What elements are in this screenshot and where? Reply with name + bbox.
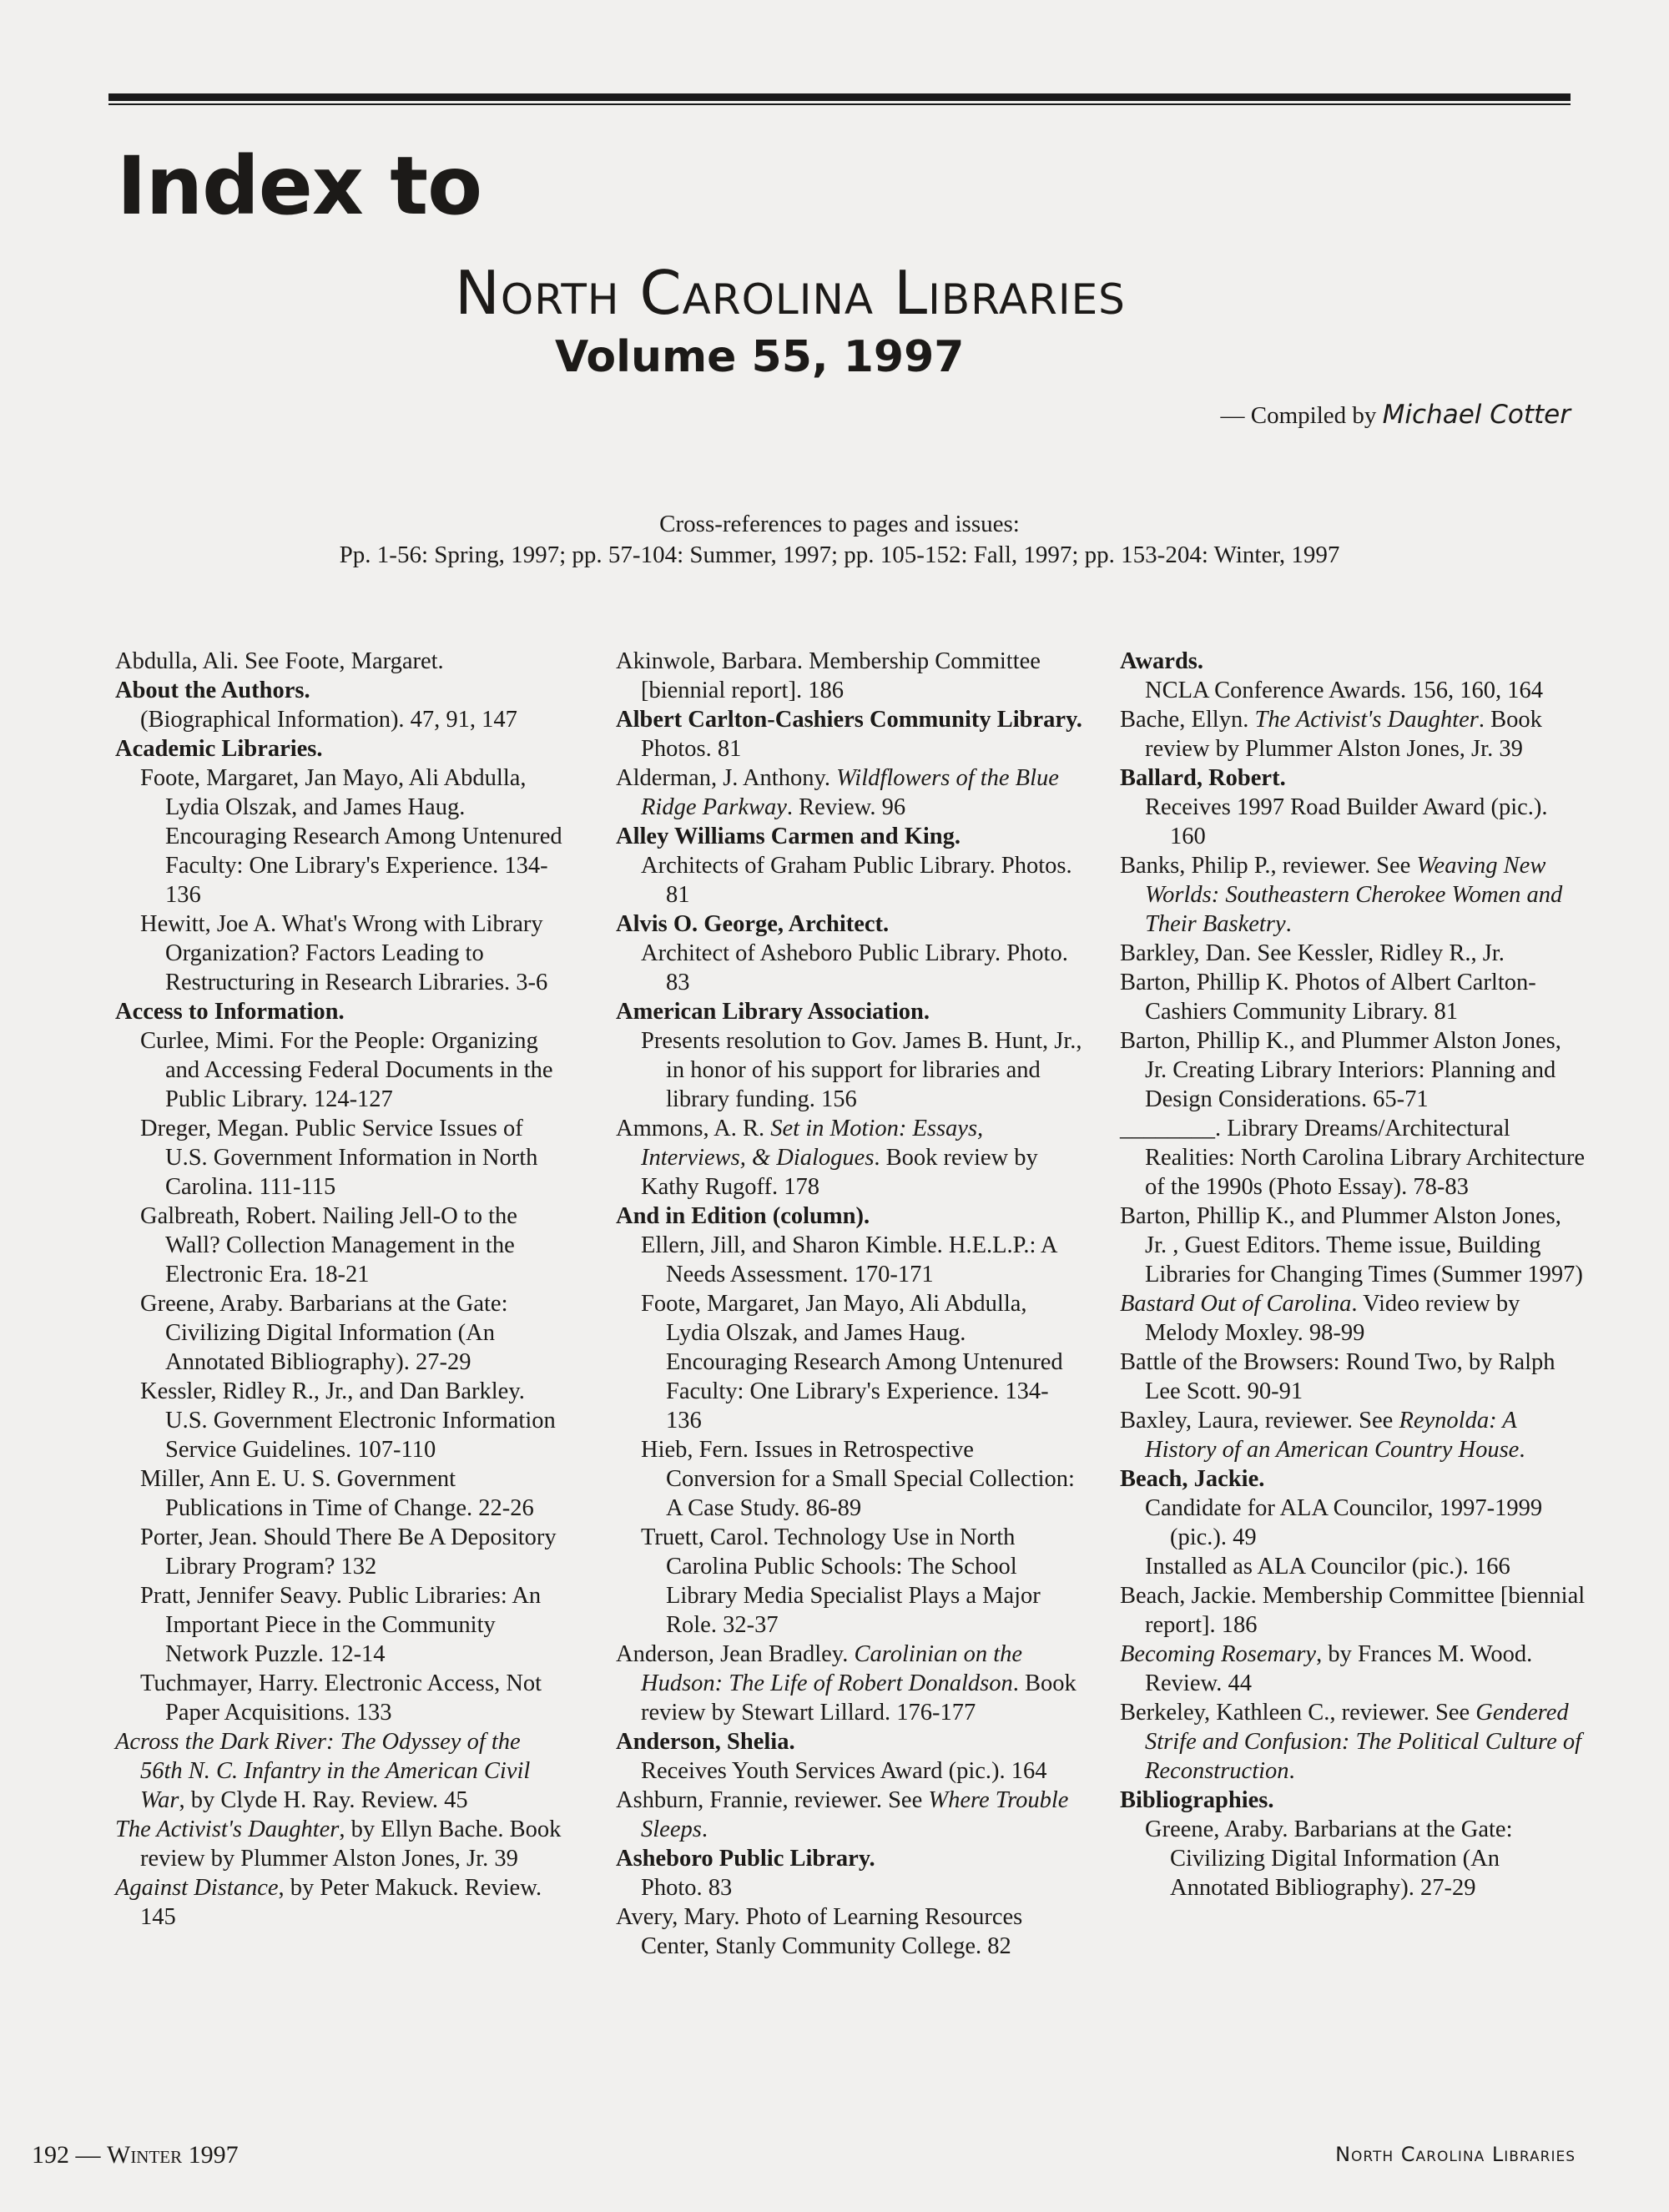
index-heading-entry: Alvis O. George, Architect. xyxy=(616,911,890,937)
index-subentry: Architect of Asheboro Public Library. Photo. 83 xyxy=(641,940,1068,995)
index-entry: Anderson, Jean Bradley. Carolinian on the Hudson: The Life of Robert Donaldson. Book review by Stewart Lillard. 176-177 xyxy=(616,1641,1077,1726)
index-entry: The Activist's Daughter, by Ellyn Bache. Book review by Plummer Alston Jones, Jr. 39 xyxy=(115,1816,562,1872)
index-subentry: Curlee, Mimi. For the People: Organizing and Accessing Federal Documents in the Public Library. 124-127 xyxy=(140,1028,553,1112)
index-subentry: Greene, Araby. Barbarians at the Gate: Civilizing Digital Information (An Annotated Bibliography). 27-29 xyxy=(1145,1816,1513,1901)
title-italic: The Activist's Daughter xyxy=(1254,707,1479,733)
index-subentry: Photos. 81 xyxy=(641,736,742,762)
index-subentry: Porter, Jean. Should There Be A Depository Library Program? 132 xyxy=(140,1524,557,1580)
page-number: 192 — xyxy=(32,2141,101,2169)
index-heading-entry: Bibliographies. xyxy=(1120,1787,1274,1813)
index-entry: Barton, Phillip K. Photos of Albert Carlton-Cashiers Community Library. 81 xyxy=(1120,970,1536,1025)
index-entry: Barkley, Dan. See Kessler, Ridley R., Jr. xyxy=(1120,940,1505,966)
index-heading-entry: Albert Carlton-Cashiers Community Library. xyxy=(616,707,1082,733)
compiler-name: Michael Cotter xyxy=(1382,400,1571,430)
footer-journal: North Carolina Libraries xyxy=(1335,2143,1576,2166)
footer-page xyxy=(32,2143,239,2168)
index-heading: Index to xyxy=(117,139,482,233)
xref-pages: Pp. 1-56: Spring, 1997; pp. 57-104: Summer, 1997; pp. 105-152: Fall, 1997; pp. 153-204: Winter, 1997 xyxy=(339,542,1340,568)
index-entry: ________. Library Dreams/Architectural Realities: North Carolina Library Architecture of the 1990s (Photo Essay). 78-83 xyxy=(1120,1116,1586,1200)
index-subentry: Kessler, Ridley R., Jr., and Dan Barkley. U.S. Government Electronic Information Service Guidelines. 107-110 xyxy=(140,1378,556,1463)
journal-title: North Carolina Libraries xyxy=(455,258,1126,328)
index-entry: Across the Dark River: The Odyssey of the 56th N. C. Infantry in the American Civil War, by Clyde H. Ray. Review. 45 xyxy=(115,1729,531,1813)
index-entry: Akinwole, Barbara. Membership Committee [biennial report]. 186 xyxy=(616,648,1041,703)
volume-title: Volume 55, 1997 xyxy=(555,332,965,382)
index-subentry: Hewitt, Joe A. What's Wrong with Library Organization? Factors Leading to Restructuring in Research Libraries. 3-6 xyxy=(140,911,548,995)
index-heading-entry: Asheboro Public Library. xyxy=(616,1846,875,1872)
index-heading-entry: Alley Williams Carmen and King. xyxy=(616,824,961,849)
index-entry: Bache, Ellyn. The Activist's Daughter. Book review by Plummer Alston Jones, Jr. 39 xyxy=(1120,707,1542,762)
title-italic: Against Distance xyxy=(115,1875,279,1901)
top-rule-thin xyxy=(108,103,1571,105)
issue-label: Winter 1997 xyxy=(107,2141,239,2169)
index-subentry: Installed as ALA Councilor (pic.). 166 xyxy=(1145,1554,1510,1580)
index-subentry: Pratt, Jennifer Seavy. Public Libraries: An Important Piece in the Community Network Puzzle. 12-14 xyxy=(140,1583,542,1667)
title-italic: Set in Motion: Essays, Interviews, & Dialogues xyxy=(641,1116,984,1171)
index-entry: Berkeley, Kathleen C., reviewer. See Gendered Strife and Confusion: The Political Culture of Reconstruction. xyxy=(1120,1700,1582,1784)
cross-references xyxy=(108,509,1571,571)
title-italic: Carolinian on the Hudson: The Life of Robert Donaldson xyxy=(641,1641,1023,1696)
index-subentry: Dreger, Megan. Public Service Issues of U.S. Government Information in North Carolina. 111-115 xyxy=(140,1116,538,1200)
title-italic: Bastard Out of Carolina xyxy=(1120,1291,1352,1317)
index-column-1 xyxy=(115,647,566,1932)
index-entry: Against Distance, by Peter Makuck. Review. 145 xyxy=(115,1875,542,1930)
index-subentry: Receives 1997 Road Builder Award (pic.). 160 xyxy=(1145,794,1548,849)
index-column-2 xyxy=(616,647,1083,1961)
index-subentry: Presents resolution to Gov. James B. Hunt, Jr., in honor of his support for libraries and library funding. 156 xyxy=(641,1028,1082,1112)
index-heading-entry: Awards. xyxy=(1120,648,1204,674)
index-entry: Banks, Philip P., reviewer. See Weaving New Worlds: Southeastern Cherokee Women and Their Basketry. xyxy=(1120,853,1563,937)
index-heading-entry: And in Edition (column). xyxy=(616,1203,870,1229)
index-column-3 xyxy=(1120,647,1587,1902)
compiled-by xyxy=(1221,402,1571,428)
index-subentry: Receives Youth Services Award (pic.). 164 xyxy=(641,1758,1047,1784)
index-subentry: (Biographical Information). 47, 91, 147 xyxy=(140,707,517,733)
index-subentry: Hieb, Fern. Issues in Retrospective Conversion for a Small Special Collection: A Case Study. 86-89 xyxy=(641,1437,1075,1521)
index-entry: Ammons, A. R. Set in Motion: Essays, Interviews, & Dialogues. Book review by Kathy Rugoff. 178 xyxy=(616,1116,1038,1200)
index-entry: Becoming Rosemary, by Frances M. Wood. Review. 44 xyxy=(1120,1641,1533,1696)
index-entry: Ashburn, Frannie, reviewer. See Where Trouble Sleeps. xyxy=(616,1787,1069,1842)
title-italic: Reynolda: A History of an American Country House xyxy=(1145,1408,1520,1463)
index-entry: Avery, Mary. Photo of Learning Resources Center, Stanly Community College. 82 xyxy=(616,1904,1023,1959)
index-subentry: Miller, Ann E. U. S. Government Publications in Time of Change. 22-26 xyxy=(140,1466,534,1521)
compiled-prefix: — Compiled by xyxy=(1220,402,1377,429)
index-entry: Bastard Out of Carolina. Video review by Melody Moxley. 98-99 xyxy=(1120,1291,1520,1346)
index-subentry: Candidate for ALA Councilor, 1997-1999 (pic.). 49 xyxy=(1145,1495,1543,1550)
index-heading-entry: Beach, Jackie. xyxy=(1120,1466,1265,1492)
index-entry: Barton, Phillip K., and Plummer Alston Jones, Jr. Creating Library Interiors: Planning and Design Considerations. 65-71 xyxy=(1120,1028,1561,1112)
index-entry: Barton, Phillip K., and Plummer Alston Jones, Jr. , Guest Editors. Theme issue, Building Libraries for Changing Times (Summer 1997) xyxy=(1120,1203,1583,1287)
index-subentry: NCLA Conference Awards. 156, 160, 164 xyxy=(1145,678,1544,703)
top-rule xyxy=(108,93,1571,101)
index-entry: Baxley, Laura, reviewer. See Reynolda: A History of an American Country House. xyxy=(1120,1408,1525,1463)
index-heading-entry: About the Authors. xyxy=(115,678,310,703)
index-subentry: Architects of Graham Public Library. Photos. 81 xyxy=(641,853,1072,908)
index-heading-entry: Academic Libraries. xyxy=(115,736,323,762)
title-italic: The Activist's Daughter xyxy=(115,1816,340,1842)
index-subentry: Foote, Margaret, Jan Mayo, Ali Abdulla, Lydia Olszak, and James Haug. Encouraging Research Among Untenured Faculty: One Library's Experience. 134-136 xyxy=(641,1291,1063,1434)
index-subentry: Foote, Margaret, Jan Mayo, Ali Abdulla, Lydia Olszak, and James Haug. Encouraging Research Among Untenured Faculty: One Library's Experience. 134-136 xyxy=(140,765,562,908)
title-italic: Where Trouble Sleeps xyxy=(641,1787,1069,1842)
index-heading-entry: Access to Information. xyxy=(115,999,345,1025)
index-subentry: Galbreath, Robert. Nailing Jell-O to the Wall? Collection Management in the Electronic Era. 18-21 xyxy=(140,1203,517,1287)
index-subentry: Ellern, Jill, and Sharon Kimble. H.E.L.P.: A Needs Assessment. 170-171 xyxy=(641,1232,1056,1287)
title-italic: Across the Dark River: The Odyssey of the 56th N. C. Infantry in the American Civil War xyxy=(115,1729,531,1813)
index-heading-entry: American Library Association. xyxy=(616,999,930,1025)
index-heading-entry: Anderson, Shelia. xyxy=(616,1729,795,1755)
index-heading-entry: Ballard, Robert. xyxy=(1120,765,1286,791)
index-entry: Battle of the Browsers: Round Two, by Ralph Lee Scott. 90-91 xyxy=(1120,1349,1556,1404)
title-italic: Becoming Rosemary xyxy=(1120,1641,1317,1667)
xref-heading: Cross-references to pages and issues: xyxy=(659,511,1020,537)
index-entry: Beach, Jackie. Membership Committee [biennial report]. 186 xyxy=(1120,1583,1586,1638)
index-subentry: Tuchmayer, Harry. Electronic Access, Not Paper Acquisitions. 133 xyxy=(140,1670,542,1726)
index-subentry: Truett, Carol. Technology Use in North Carolina Public Schools: The School Library Media Specialist Plays a Major Role. 32-37 xyxy=(641,1524,1041,1638)
index-subentry: Greene, Araby. Barbarians at the Gate: Civilizing Digital Information (An Annotated Bibliography). 27-29 xyxy=(140,1291,508,1375)
title-italic: Gendered Strife and Confusion: The Political Culture of Reconstruction xyxy=(1145,1700,1582,1784)
index-entry: Abdulla, Ali. See Foote, Margaret. xyxy=(115,648,444,674)
title-italic: Wildflowers of the Blue Ridge Parkway xyxy=(641,765,1059,820)
index-entry: Alderman, J. Anthony. Wildflowers of the Blue Ridge Parkway. Review. 96 xyxy=(616,765,1059,820)
title-italic: Weaving New Worlds: Southeastern Cherokee Women and Their Basketry xyxy=(1145,853,1563,937)
index-subentry: Photo. 83 xyxy=(641,1875,733,1901)
